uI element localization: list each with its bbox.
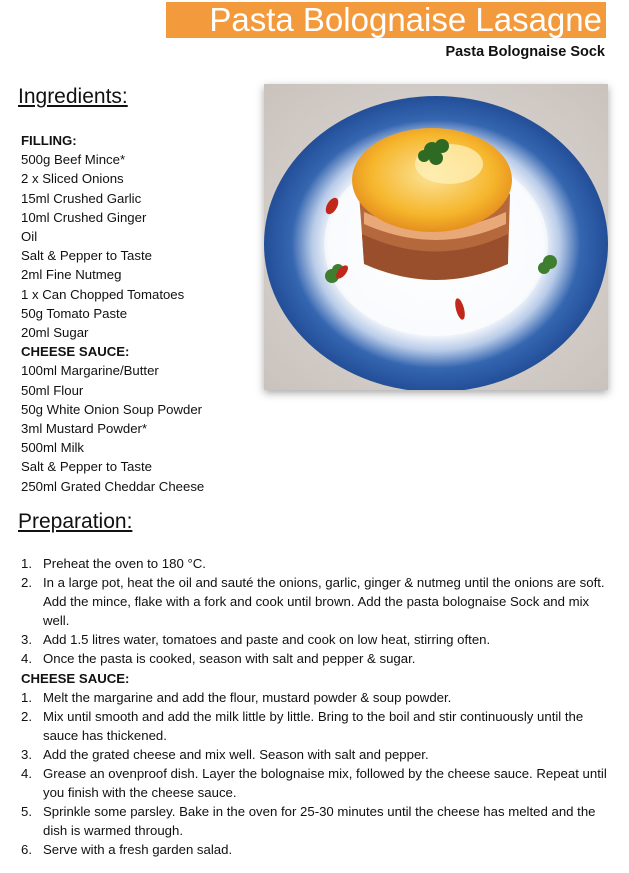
ingredients-list [21,131,204,496]
ingredients-heading: Ingredients: [18,85,128,108]
recipe-subtitle: Pasta Bolognaise Sock [445,44,605,60]
cheese-sauce-heading: CHEESE SAUCE: [21,670,130,686]
step-text: Add 1.5 litres water, tomatoes and paste and cook on low heat, stirring often. [43,632,491,648]
ingredient-item: 50g Tomato Paste [21,305,128,321]
step-text: In a large pot, heat the oil and sauté the onions, garlic, ginger & nutmeg until the onions are soft. Add the mince, flake with a fork and cook until brown. Add the pasta bolognaise Sock and mix well. [43,575,605,629]
step-text: Add the grated cheese and mix well. Season with salt and pepper. [43,746,429,762]
preparation-step [21,554,611,573]
preparation-step [21,707,611,745]
ingredient-item: 50ml Flour [21,382,84,398]
preparation-step [21,840,611,859]
ingredient-item: Salt & Pepper to Taste [21,248,152,264]
preparation-step [21,802,611,840]
step-number: 6. [21,842,32,858]
ingredient-item: 500g Beef Mince* [21,152,126,168]
filling-steps [21,554,611,669]
ingredient-item: 1 x Can Chopped Tomatoes [21,286,185,302]
preparation-heading: Preparation: [18,510,133,533]
title-banner [166,2,606,38]
step-number: 1. [21,689,32,705]
step-text: Once the pasta is cooked, season with salt and pepper & sugar. [43,651,416,667]
ingredient-group-heading: FILLING: [21,133,77,148]
ingredient-item: Oil [21,229,38,245]
recipe-title: Pasta Bolognaise Lasagne [209,1,602,38]
ingredient-item: 250ml Grated Cheddar Cheese [21,478,205,494]
cheese-sauce-steps [21,688,611,860]
preparation-step [21,764,611,802]
step-text: Grease an ovenproof dish. Layer the bolognaise mix, followed by the cheese sauce. Repeat until you finish with the cheese sauce. [43,766,607,801]
preparation-step [21,688,611,707]
step-number: 2. [21,575,32,591]
ingredient-item: 20ml Sugar [21,325,89,341]
step-number: 4. [21,766,32,782]
preparation-step [21,649,611,668]
ingredient-item: 50g White Onion Soup Powder [21,401,203,417]
step-number: 4. [21,651,32,667]
ingredient-item: Salt & Pepper to Taste [21,459,152,475]
ingredient-item: 10ml Crushed Ginger [21,209,147,225]
preparation-step [21,573,611,630]
step-text: Sprinkle some parsley. Bake in the oven for 25-30 minutes until the cheese has melted and the dish is warmed through. [43,804,596,839]
preparation-step [21,630,611,649]
ingredient-item: 2ml Fine Nutmeg [21,267,122,283]
step-number: 5. [21,804,32,820]
ingredient-item: 100ml Margarine/Butter [21,363,159,379]
step-text: Preheat the oven to 180 °C. [43,556,206,571]
step-number: 1. [21,556,32,571]
ingredient-item: 15ml Crushed Garlic [21,190,142,206]
ingredient-item: 3ml Mustard Powder* [21,421,148,437]
lasagne-photo [264,84,608,390]
step-number: 2. [21,708,32,724]
step-text: Serve with a fresh garden salad. [43,842,233,858]
step-text: Mix until smooth and add the milk little by little. Bring to the boil and stir continuously until the sauce has thickened. [43,708,584,743]
step-number: 3. [21,746,32,762]
ingredient-item: 2 x Sliced Onions [21,171,124,187]
preparation-step [21,745,611,764]
step-text: Melt the margarine and add the flour, mustard powder & soup powder. [43,689,452,705]
step-number: 3. [21,632,32,648]
ingredient-group-heading: CHEESE SAUCE: [21,344,130,360]
preparation-steps [21,554,611,860]
ingredient-item: 500ml Milk [21,440,85,456]
